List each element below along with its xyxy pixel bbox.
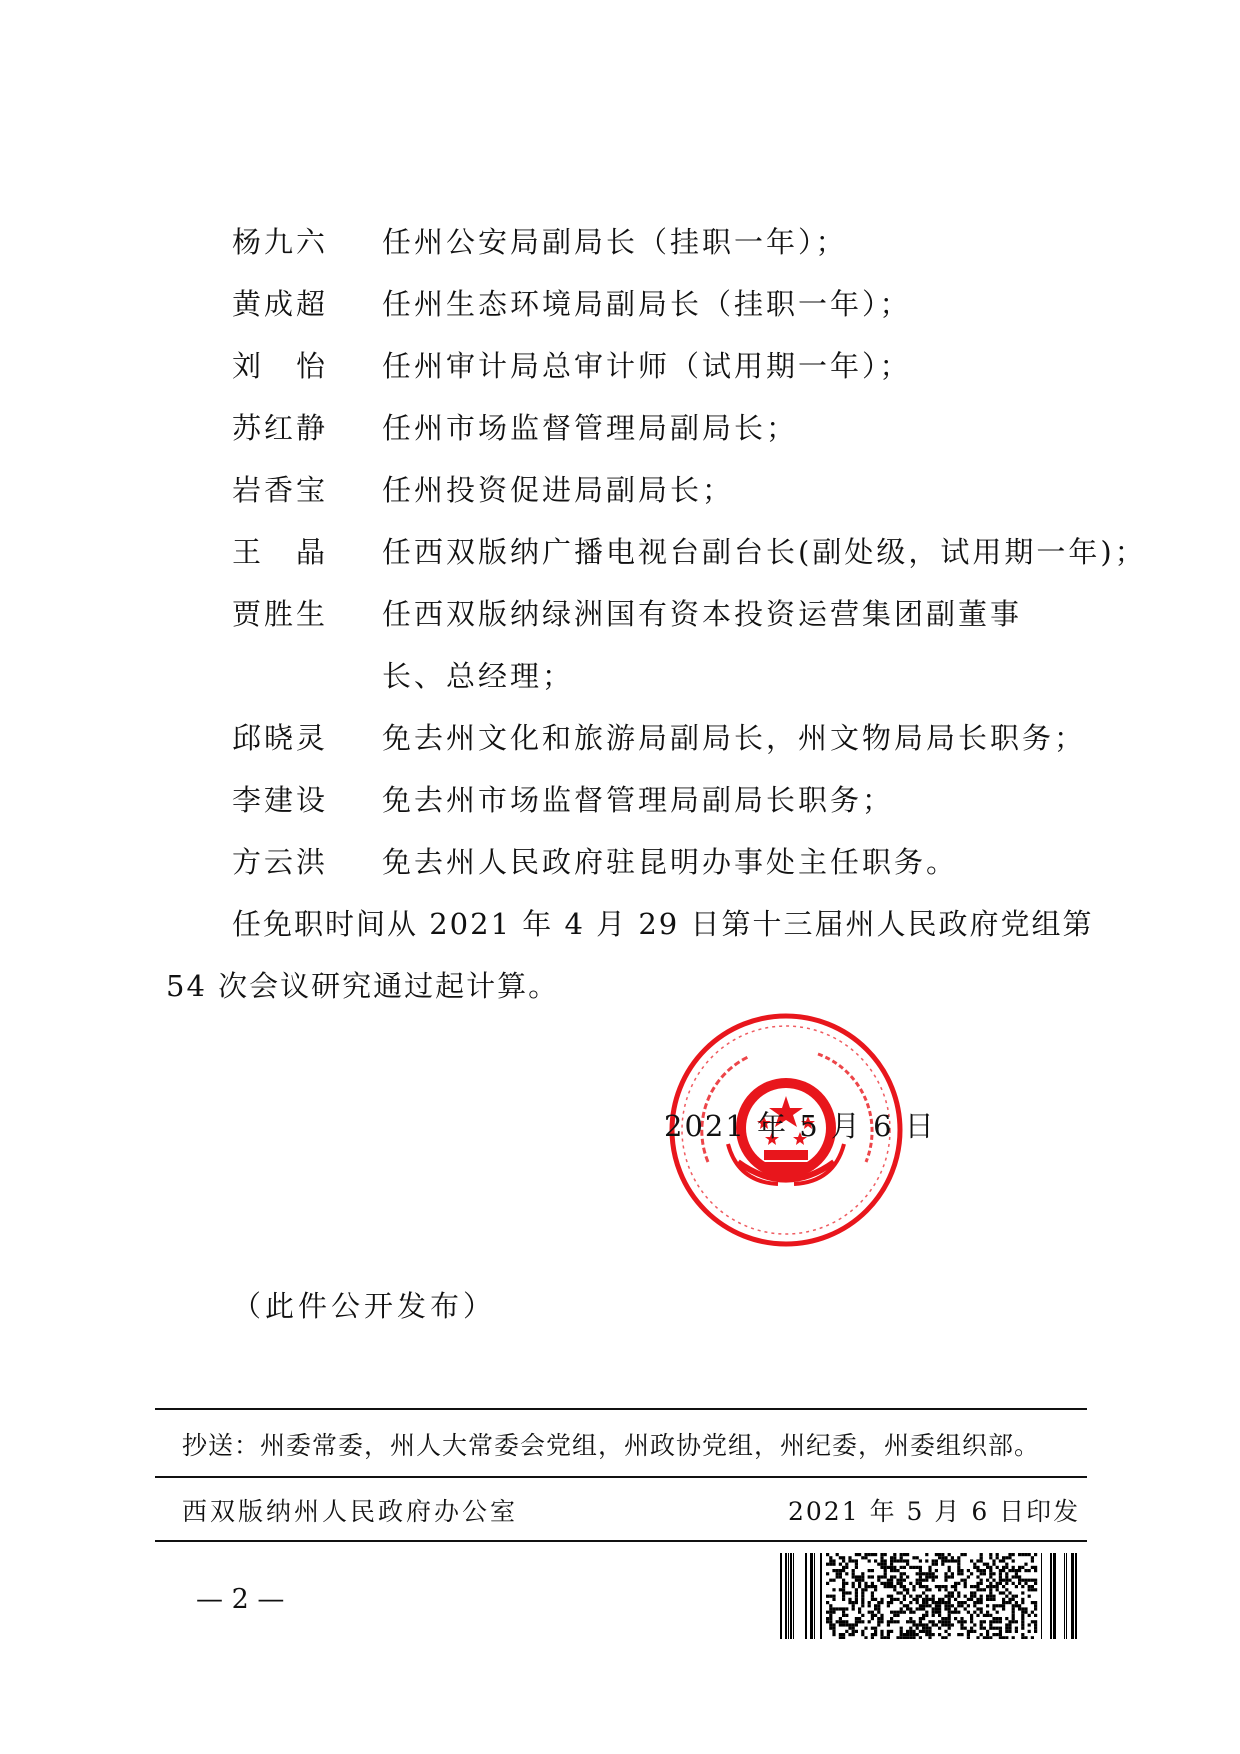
appointment-description: 免去州市场监督管理局副局长职务； — [382, 783, 895, 817]
appointee-name: 苏红静 — [232, 411, 329, 445]
cc-line: 抄送：州委常委，州人大常委会党组，州政协党组，州纪委，州委组织部。 — [182, 1431, 1041, 1460]
appointment-description: 任西双版纳广播电视台副台长(副处级，试用期一年)； — [382, 535, 1147, 569]
footer-rule-bottom — [155, 1540, 1087, 1542]
public-release-note: （此件公开发布） — [232, 1289, 497, 1323]
footer-rule-middle — [155, 1476, 1087, 1478]
appointee-name: 岩香宝 — [232, 473, 329, 507]
appointment-description: 任州生态环境局副局长（挂职一年）； — [382, 287, 912, 321]
footer-rule-top — [155, 1408, 1087, 1410]
appointee-name: 杨九六 — [232, 225, 329, 259]
appointment-description: 任西双版纳绿洲国有资本投资运营集团副董事 — [382, 597, 1023, 631]
issuing-office: 西双版纳州人民政府办公室 — [182, 1497, 519, 1526]
appointment-description: 长、总经理； — [382, 659, 575, 693]
page-number: — 2 — — [196, 1584, 285, 1615]
appointment-description: 免去州文化和旅游局副局长，州文物局局长职务； — [382, 721, 1087, 755]
appointee-name: 邱晓灵 — [232, 721, 329, 755]
appointee-name: 刘 怡 — [232, 349, 329, 383]
appointee-name: 黄成超 — [232, 287, 329, 321]
appointment-description: 任州审计局总审计师（试用期一年）； — [382, 349, 912, 383]
appointment-description: 免去州人民政府驻昆明办事处主任职务。 — [382, 845, 959, 879]
appointee-name: 方云洪 — [232, 845, 329, 879]
appointment-description: 任州市场监督管理局副局长； — [382, 411, 799, 445]
effective-date-line-2: 54 次会议研究通过起计算。 — [166, 969, 560, 1003]
appointee-name: 贾胜生 — [232, 597, 329, 631]
appointee-name: 李建设 — [232, 783, 329, 817]
appointment-description: 任州公安局副局长（挂职一年）； — [382, 225, 848, 259]
barcode-image — [780, 1553, 1080, 1639]
signature-date: 2021 年 5 月 6 日 — [664, 1109, 936, 1143]
issue-date: 2021 年 5 月 6 日印发 — [788, 1497, 1081, 1526]
effective-date-line-1: 任免职时间从 2021 年 4 月 29 日第十三届州人民政府党组第 — [232, 907, 1094, 941]
appointee-name: 王 晶 — [232, 535, 329, 569]
appointment-description: 任州投资促进局副局长； — [382, 473, 735, 507]
